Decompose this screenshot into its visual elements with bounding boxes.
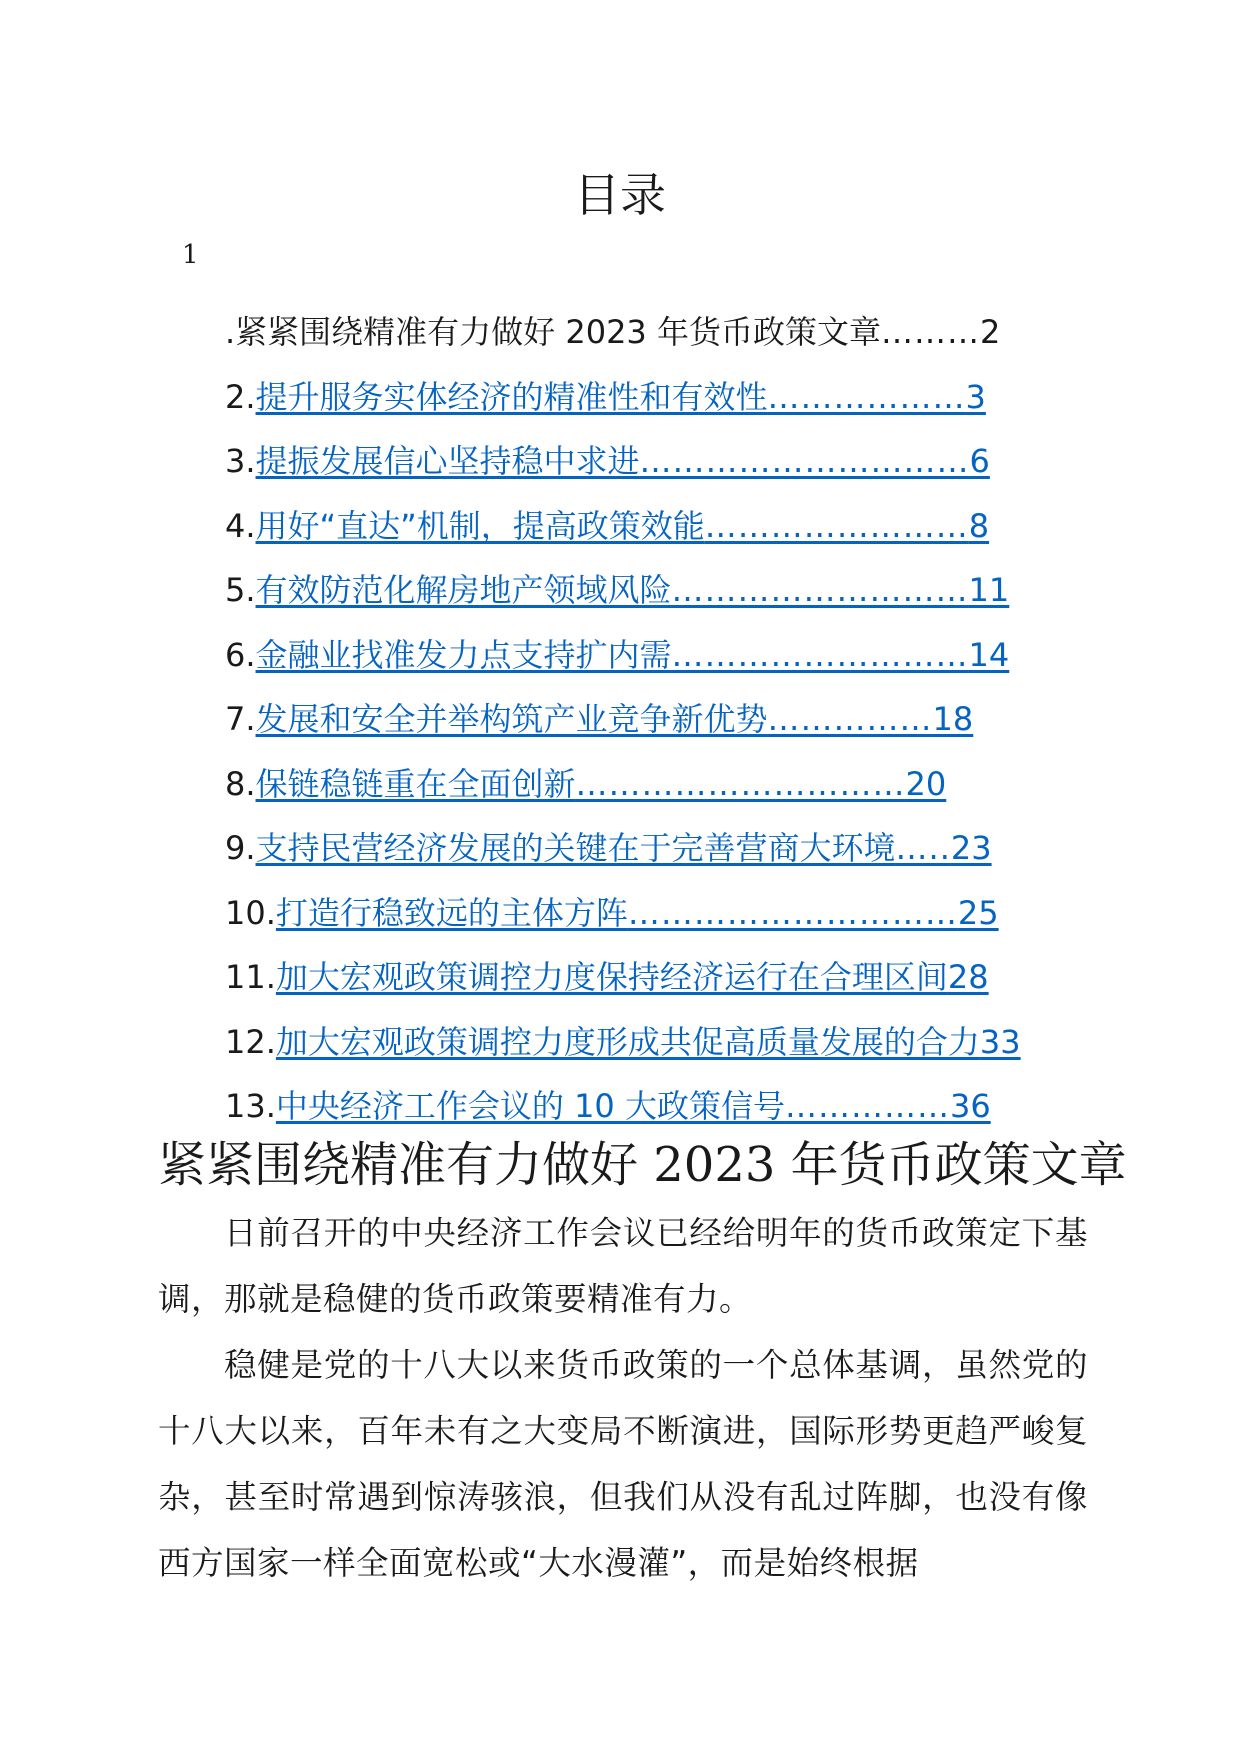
toc-item	[225, 429, 1125, 494]
toc-page-number: 18	[932, 700, 974, 738]
toc-item	[225, 816, 1125, 881]
toc-link[interactable]	[256, 687, 974, 752]
toc-page-number: 3	[965, 377, 986, 416]
toc-entry-title: 提升服务实体经济的精准性和有效性	[255, 377, 768, 416]
toc-item-number: 4.	[225, 506, 256, 545]
toc-entry-title: 发展和安全并举构筑产业竞争新优势	[255, 700, 768, 738]
toc-item-number: 9.	[225, 829, 256, 867]
article-paragraph: 日前召开的中央经济工作会议已经给明年的货币政策定下基调，那就是稳健的货币政策要精准有力。	[158, 1214, 1088, 1318]
toc-leader-dots: ………………………	[671, 635, 969, 674]
article	[158, 1130, 1127, 1596]
toc-leader-dots: ……………	[784, 1087, 950, 1125]
toc-leader-dots: ………………	[767, 377, 966, 416]
toc-leader-dots: ………………………	[671, 571, 969, 609]
toc-entry-title: 保链稳链重在全面创新	[255, 764, 576, 803]
toc-leader-dots: …..	[895, 829, 951, 867]
toc-page-number: 11	[968, 571, 1010, 609]
toc-link[interactable]	[256, 752, 947, 817]
toc-item-number: 13.	[225, 1087, 276, 1125]
toc-link[interactable]	[256, 623, 1010, 688]
toc-entry-title: 金融业找准发力点支持扩内需	[255, 635, 672, 674]
toc-page-number: 23	[950, 829, 992, 867]
toc-item	[225, 1010, 1125, 1075]
toc-link[interactable]	[276, 881, 999, 946]
toc-item	[225, 365, 1125, 430]
toc-item-number: 7.	[225, 700, 256, 738]
toc-entry-title: 打造行稳致远的主体方阵	[275, 893, 628, 932]
toc-link[interactable]	[276, 945, 989, 1010]
toc-entry-text	[225, 300, 1000, 365]
toc-link[interactable]	[256, 816, 992, 881]
article-title: 紧紧围绕精准有力做好 2023 年货币政策文章	[158, 1137, 1127, 1193]
toc-entry-title: 加大宏观政策调控力度形成共促高质量发展的合力	[275, 1022, 980, 1061]
toc-item	[225, 300, 1125, 365]
toc-entry-title: 加大宏观政策调控力度保持经济运行在合理区间	[275, 958, 948, 996]
toc-item	[225, 687, 1125, 752]
toc-leader-dots: …………………………	[627, 893, 958, 932]
toc-item-number: 8.	[225, 764, 256, 803]
toc-entry-title: 有效防范化解房地产领域风险	[255, 571, 672, 609]
toc-page-number: 28	[947, 958, 989, 996]
toc-page-number: 36	[949, 1087, 991, 1125]
toc-item	[225, 945, 1125, 1010]
toc-item-number: 3.	[225, 442, 256, 480]
toc-page-number: 6	[969, 442, 990, 480]
toc-link[interactable]	[256, 494, 990, 559]
toc-title: 目录	[574, 168, 666, 222]
toc-link[interactable]	[276, 1010, 1021, 1075]
toc-leader-dots: …………………………	[639, 442, 970, 480]
page-marker: 1	[182, 240, 199, 270]
toc-item-number: 12.	[225, 1022, 276, 1061]
toc-entry-title: 中央经济工作会议的 10 大政策信号	[275, 1087, 785, 1125]
toc-link[interactable]	[276, 1074, 991, 1139]
toc-item	[225, 1074, 1125, 1139]
toc-item-number: 5.	[225, 571, 256, 609]
toc-entry-title: 提振发展信心坚持稳中求进	[255, 442, 640, 480]
toc-link[interactable]	[256, 429, 990, 494]
toc-item-number: 10.	[225, 893, 276, 932]
toc-entry-title: 用好“直达”机制，提高政策效能	[255, 506, 705, 545]
toc-leader-dots: ……………………	[704, 506, 969, 545]
toc-page-number: 2	[979, 313, 1001, 351]
toc-item-number: 11.	[225, 958, 276, 996]
toc-list	[225, 300, 1125, 1139]
toc-entry-title: .紧紧围绕精准有力做好 2023 年货币政策文章	[225, 313, 881, 351]
toc-link[interactable]	[256, 558, 1010, 623]
toc-page-number: 25	[957, 893, 999, 932]
toc-entry-title: 支持民营经济发展的关键在于完善营商大环境	[255, 829, 896, 867]
toc-leader-dots: …………………………	[575, 764, 906, 803]
toc-link[interactable]	[256, 365, 986, 430]
toc-item	[225, 752, 1125, 817]
toc-leader-dots: ……………	[767, 700, 933, 738]
toc-page-number: 20	[905, 764, 947, 803]
toc-item	[225, 881, 1125, 946]
toc-page-number: 8	[968, 506, 990, 545]
toc-item-number: 6.	[225, 635, 256, 674]
toc-item-number: 2.	[225, 377, 256, 416]
article-paragraph: 稳健是党的十八大以来货币政策的一个总体基调，虽然党的十八大以来，百年未有之大变局不断演进，国际形势更趋严峻复杂，甚至时常遇到惊涛骇浪，但我们从没有乱过阵脚，也没有像西方国家一样全面宽松或“大水漫灌”，而是始终根据	[158, 1346, 1088, 1582]
toc-page-number: 14	[968, 635, 1010, 674]
toc-leader-dots: ………	[880, 313, 980, 351]
toc-item	[225, 623, 1125, 688]
toc-item	[225, 494, 1125, 559]
toc-item	[225, 558, 1125, 623]
toc-page-number: 33	[979, 1022, 1021, 1061]
